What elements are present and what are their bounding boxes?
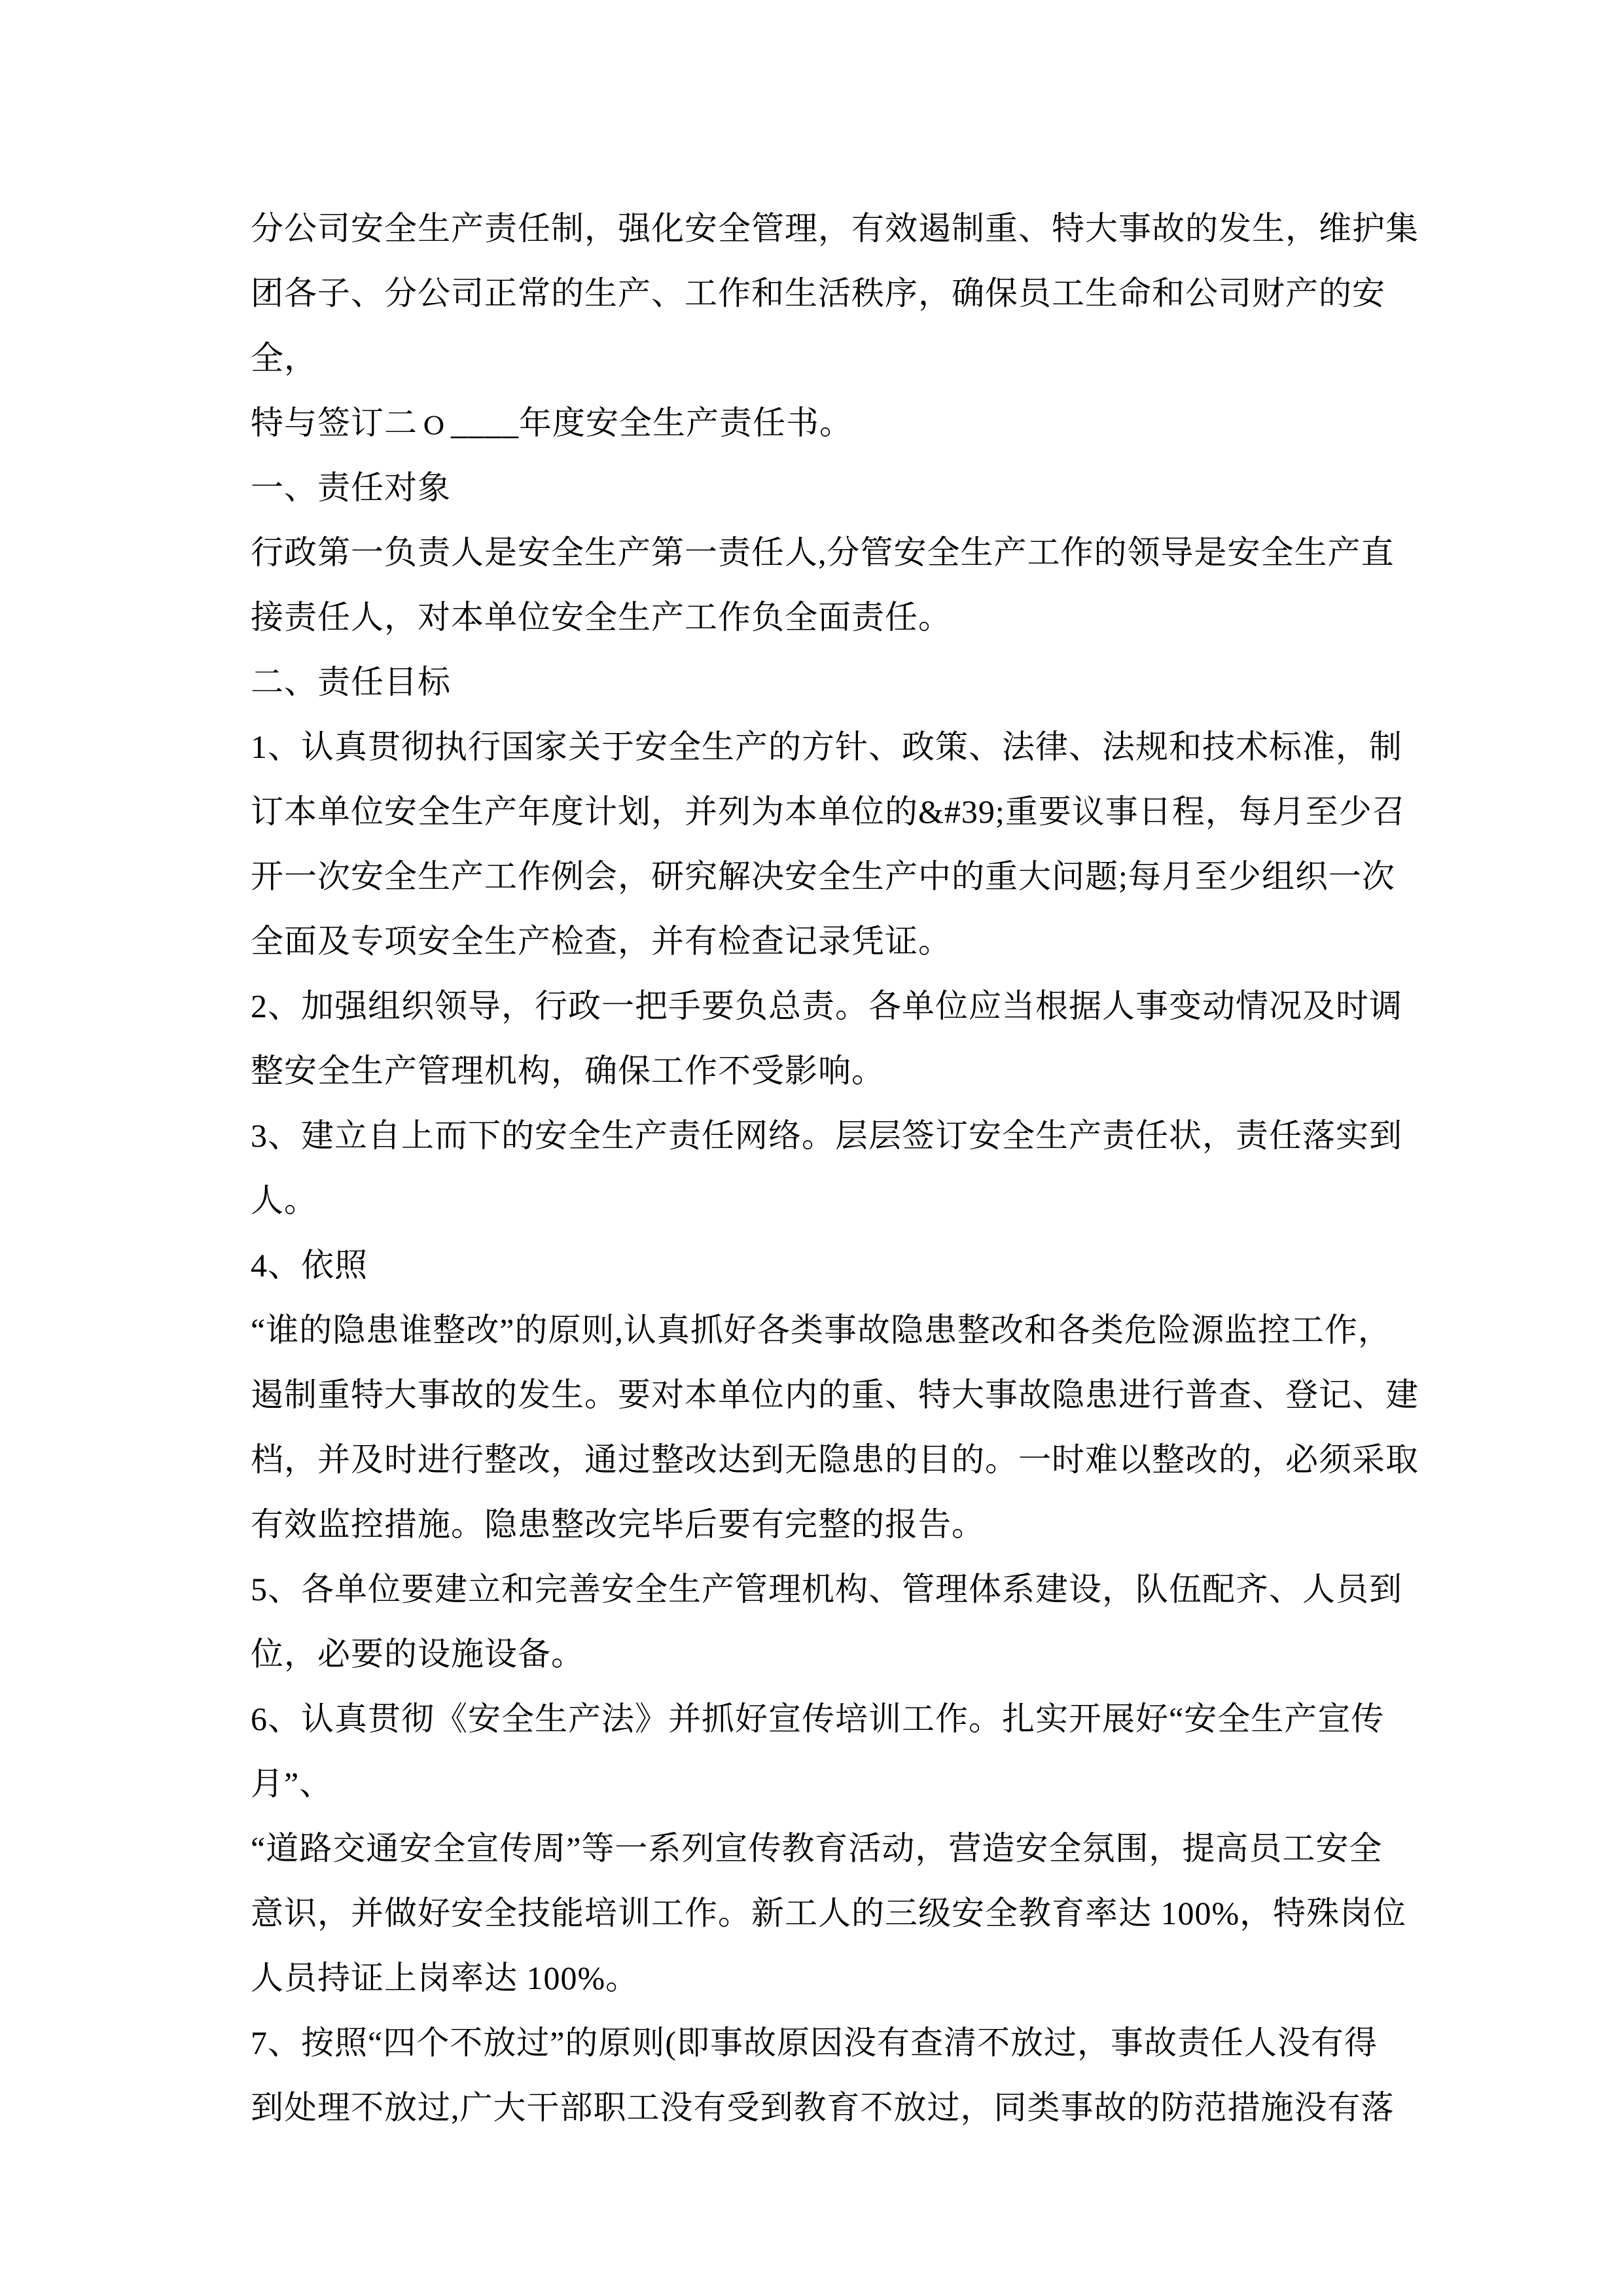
text-line: 7、按照“四个不放过”的原则(即事故原因没有查清不放过，事故责任人没有得 bbox=[251, 2024, 1378, 2061]
text-line: 分公司安全生产责任制，强化安全管理，有效遏制重、特大事故的发生，维护集 bbox=[251, 210, 1419, 247]
section-heading: 二、责任目标 bbox=[251, 664, 451, 700]
text-line: 接责任人，对本单位安全生产工作负全面责任。 bbox=[251, 599, 952, 636]
text-line: 人。 bbox=[251, 1182, 317, 1219]
text-line: 特与签订二ｏ____年度安全生产责任书。 bbox=[251, 404, 853, 441]
text-line: “道路交通安全宣传周”等一系列宣传教育活动，营造安全氛围，提高员工安全 bbox=[251, 1830, 1383, 1867]
text-line: 4、依照 bbox=[251, 1247, 368, 1283]
text-line: 全面及专项安全生产检查，并有检查记录凭证。 bbox=[251, 923, 952, 960]
text-line: 有效监控措施。隐患整改完毕后要有完整的报告。 bbox=[251, 1506, 985, 1543]
text-line: 团各子、分公司正常的生产、工作和生活秩序，确保员工生命和公司财产的安全， bbox=[251, 275, 1385, 376]
text-line: 遏制重特大事故的发生。要对本单位内的重、特大事故隐患进行普查、登记、建 bbox=[251, 1376, 1419, 1413]
text-line: 2、加强组织领导，行政一把手要负总责。各单位应当根据人事变动情况及时调 bbox=[251, 988, 1402, 1024]
text-line: 3、建立自上而下的安全生产责任网络。层层签订安全生产责任状，责任落实到 bbox=[251, 1117, 1402, 1154]
text-line: 行政第一负责人是安全生产第一责任人,分管安全生产工作的领导是安全生产直 bbox=[251, 534, 1395, 571]
text-line: 6、认真贯彻《安全生产法》并抓好宣传培训工作。扎实开展好“安全生产宣传 bbox=[251, 1700, 1385, 1737]
text-line: 到处理不放过,广大干部职工没有受到教育不放过，同类事故的防范措施没有落 bbox=[251, 2089, 1395, 2126]
text-line: 1、认真贯彻执行国家关于安全生产的方针、政策、法律、法规和技术标准，制 bbox=[251, 728, 1402, 765]
text-line: 开一次安全生产工作例会，研究解决安全生产中的重大问题;每月至少组织一次 bbox=[251, 858, 1395, 895]
text-line: 意识，并做好安全技能培训工作。新工人的三级安全教育率达 100%，特殊岗位 bbox=[251, 1895, 1407, 1931]
section-heading: 一、责任对象 bbox=[251, 469, 451, 506]
text-line: 档，并及时进行整改，通过整改达到无隐患的目的。一时难以整改的，必须采取 bbox=[251, 1441, 1419, 1478]
text-line: “谁的隐患谁整改”的原则,认真抓好各类事故隐患整改和各类危险源监控工作， bbox=[251, 1312, 1391, 1348]
text-line: 整安全生产管理机构，确保工作不受影响。 bbox=[251, 1052, 885, 1089]
text-line: 月”、 bbox=[251, 1765, 333, 1802]
text-line: 订本单位安全生产年度计划，并列为本单位的&#39;重要议事日程，每月至少召 bbox=[251, 793, 1406, 830]
text-line: 5、各单位要建立和完善安全生产管理机构、管理体系建设，队伍配齐、人员到 bbox=[251, 1571, 1402, 1607]
text-line: 位，必要的设施设备。 bbox=[251, 1636, 584, 1672]
text-line: 人员持证上岗率达 100%。 bbox=[251, 1960, 639, 1996]
